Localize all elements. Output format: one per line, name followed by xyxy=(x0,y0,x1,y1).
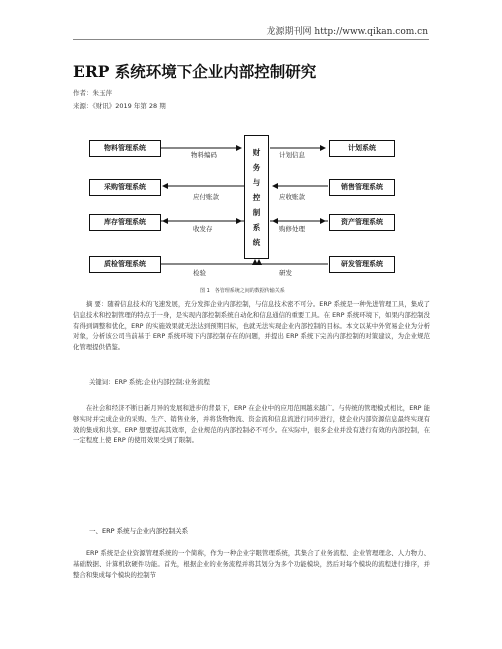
center-char: 财 xyxy=(252,147,261,157)
box-quality-management: 质检管理系统 xyxy=(89,256,161,273)
figure-caption: 图 1 各管理系统之间的数据传输关系 xyxy=(200,288,285,294)
center-char: 统 xyxy=(252,237,261,247)
label-accounts-payable: 应付账款 xyxy=(193,193,219,201)
box-purchase-management: 采购管理系统 xyxy=(89,179,161,196)
header-divider xyxy=(73,39,429,40)
label-inspection: 检验 xyxy=(193,269,206,277)
section-paragraph: ERP 系统是企业资源管理系统的一个简称，作为一种企业宇眼管理系统，其集合了业务流程、企业管理理念、人力物力、基础数据、计算机软硬件功能。首先，根据企业的业务流程并将其划分为多个功能模块，然后对每个模块的流程进行排序，并整合和集成每个模块的控制节 xyxy=(73,549,430,579)
system-diagram xyxy=(89,134,413,284)
keywords-line: 关键词：ERP 系统;企业内部控制;业务流程 xyxy=(89,378,210,386)
label-accounts-receivable: 应收账款 xyxy=(279,193,305,201)
label-rd: 研发 xyxy=(279,269,292,277)
box-inventory-management: 库存管理系统 xyxy=(89,214,161,231)
label-plan-info: 计划信息 xyxy=(279,151,305,159)
section-heading: 一、ERP 系统与企业内部控制关系 xyxy=(89,527,189,535)
box-planning-system: 计划系统 xyxy=(329,140,395,157)
label-receive-issue-stock: 收发存 xyxy=(193,225,213,233)
center-char: 控 xyxy=(252,192,261,202)
label-material-code: 物料编码 xyxy=(191,151,217,159)
abstract-paragraph: 摘 要：随着信息技术的飞速发展，充分发挥企业内部控制，与信息技术密不可分。ERP 系统是一种先进管理工具，集成了信息技术和控制管理的特点于一身，是实现内部控制系统自动化和信息通信的重要工具。在 ERP 系统环境下，如果内部控制没有得到调整和优化，ERP 的实施效果就无法达到预期目标，也就无法实现企业内部控制的目标。本文以某中外贸易企业为分析对象，分析该公司当前基于 ERP 系统环境下内部控制存在的问题，并提出 ERP 系统下完善内部控制的对策建议，为企业规范化管理提供借鉴。 xyxy=(73,300,430,352)
intro-paragraph: 在社会和经济不断日新月异的发展和进步的背景下，ERP 在企业中的应用范围越来越广。与传统的管理模式相比，ERP 能够实时并完成企业的采购、生产、销售业务，并将货物物流、资金流和信息流进行同步进行，使企业内部资源信息最终实现有效的集成和共享。ERP 想要提高其效率，企业规范的内部控制必不可少。在实际中，很多企业并没有进行有效的内部控制，在一定程度上使 ERP 的使用效果受到了限制。 xyxy=(73,404,430,445)
box-material-management: 物料管理系统 xyxy=(89,140,161,157)
source-line: 来源：《财讯》2019 年第 28 期 xyxy=(73,102,166,110)
center-char: 务 xyxy=(252,162,261,172)
center-char: 制 xyxy=(252,207,261,217)
article-title: ERP 系统环境下企业内部控制研究 xyxy=(73,62,317,81)
box-rd-management: 研发管理系统 xyxy=(329,256,395,273)
center-char: 系 xyxy=(252,222,261,232)
author-line: 作者：朱玉萍 xyxy=(73,89,112,97)
finance-control-system-box xyxy=(244,135,269,259)
box-asset-management: 资产管理系统 xyxy=(329,214,395,231)
box-sales-management: 销售管理系统 xyxy=(329,179,395,196)
label-purchase-repair: 购修处理 xyxy=(279,225,305,233)
header-url: 龙源期刊网 http://www.qikan.com.cn xyxy=(266,27,428,37)
center-char: 与 xyxy=(252,177,261,187)
